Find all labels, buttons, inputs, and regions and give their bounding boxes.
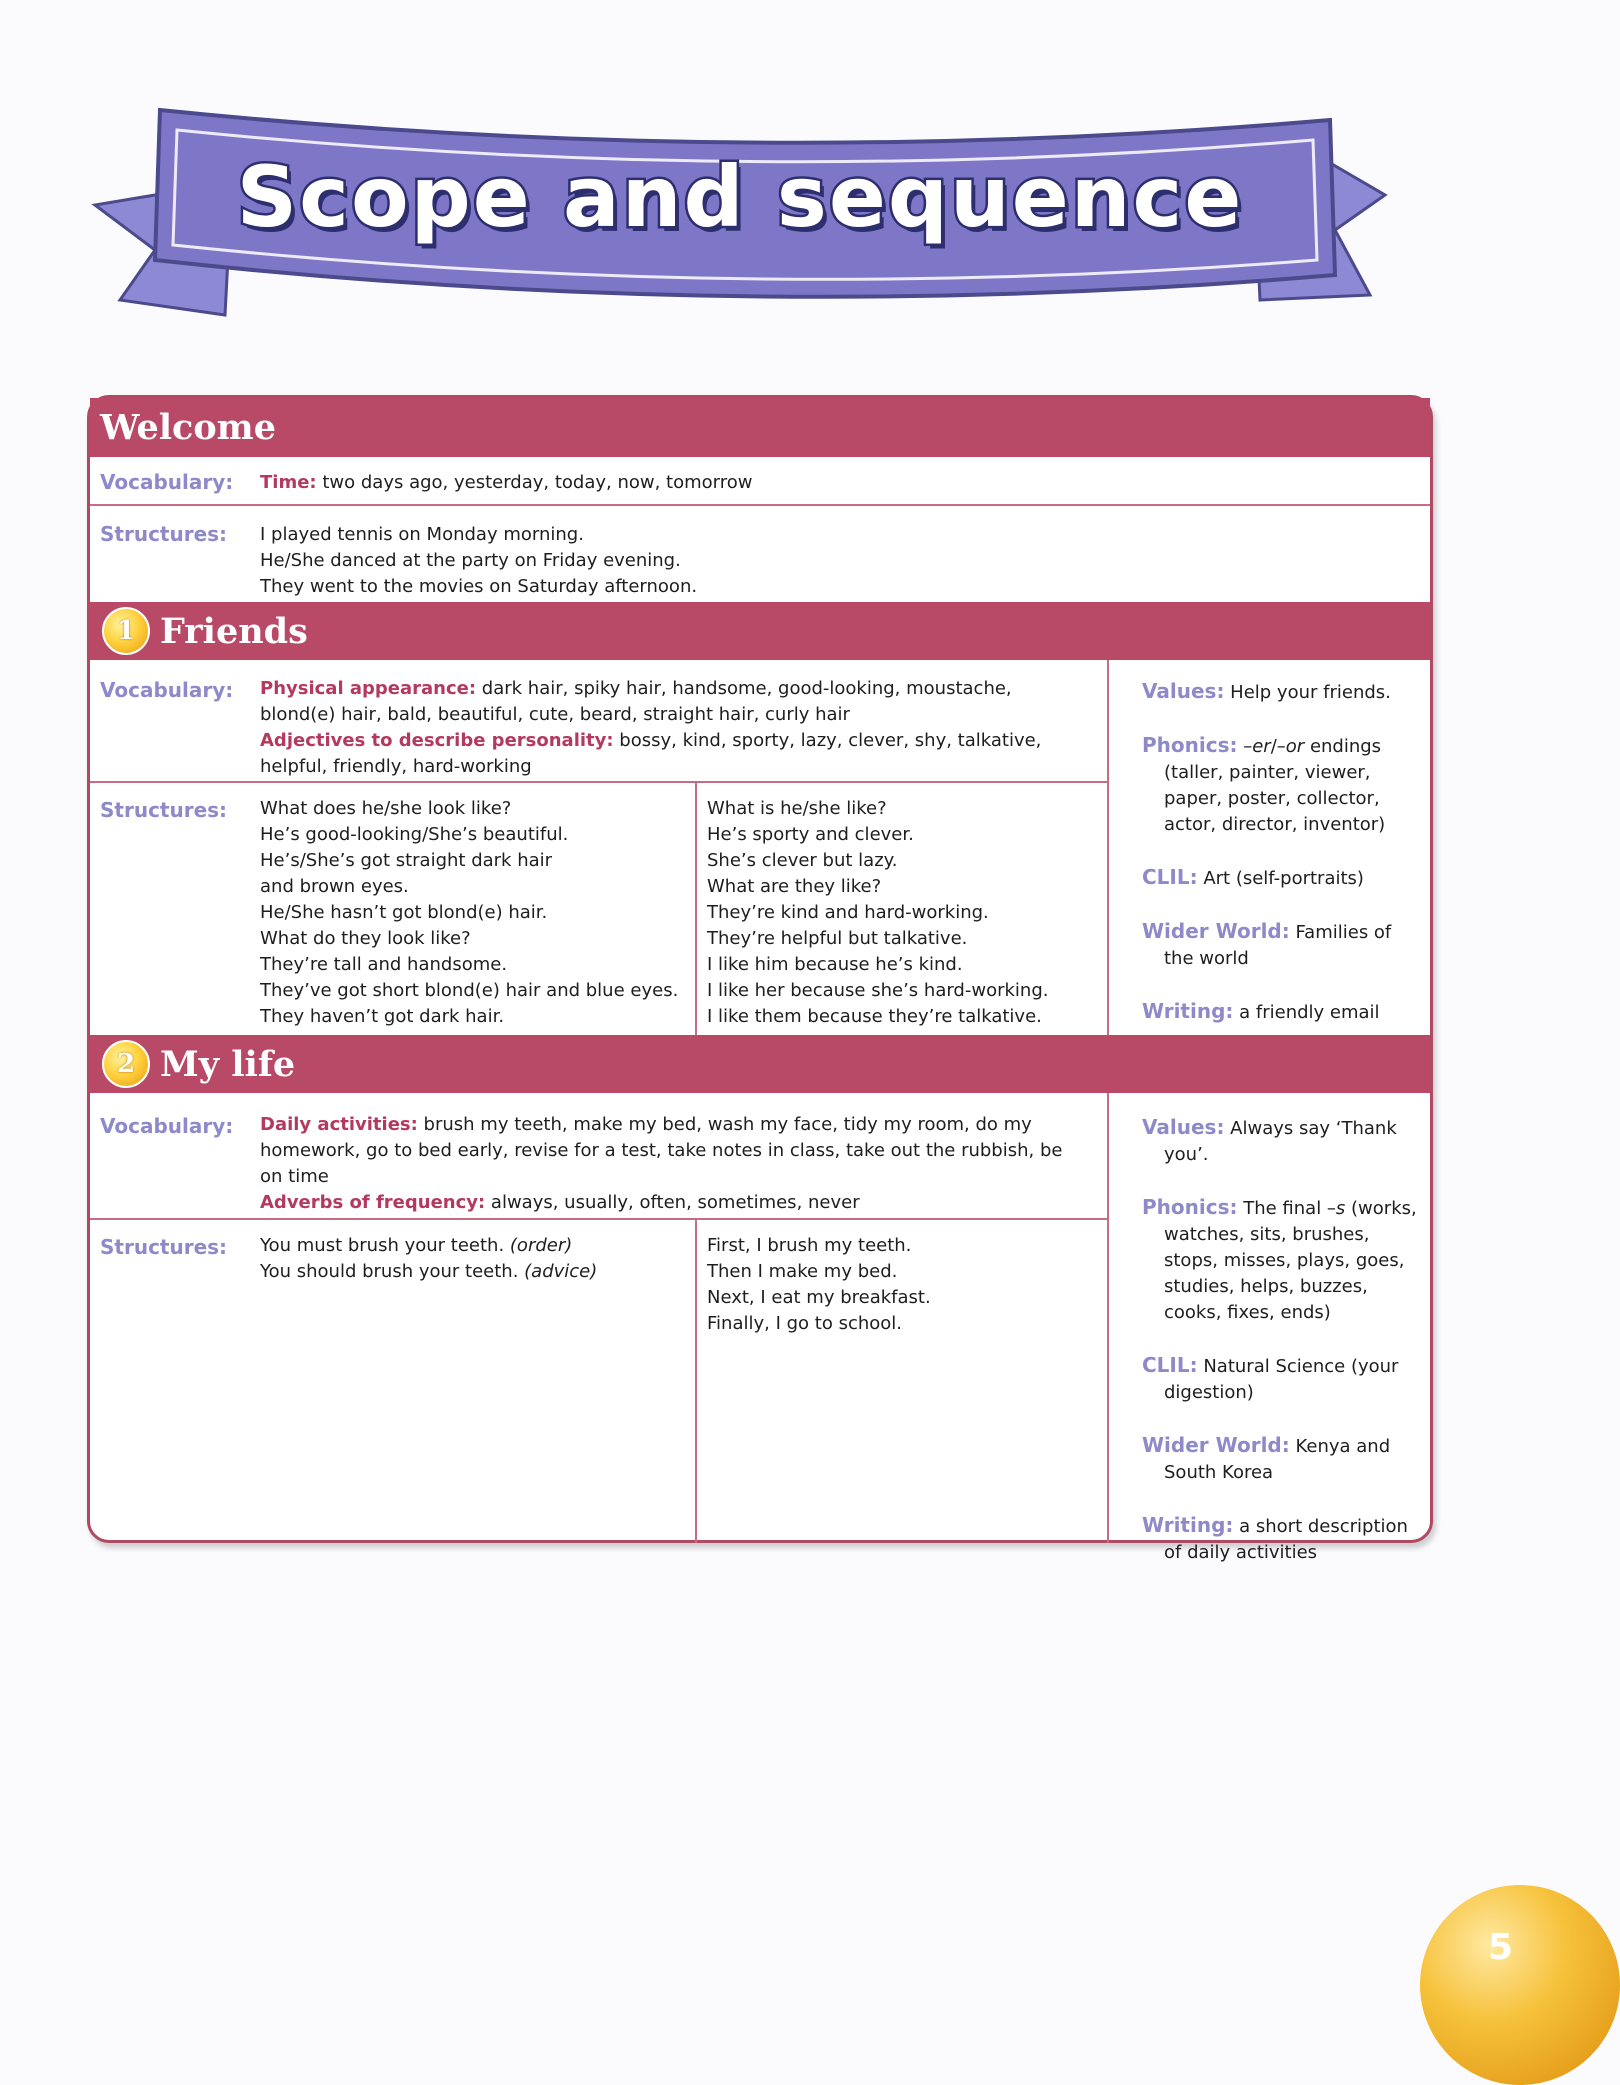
unit1-vocab-text1: dark hair, spiky hair, handsome, good-looking, moustache, blond(e) hair, bald, beautiful, cute, beard, straight hair, curly hair [260,678,1012,725]
divider [90,1218,1107,1220]
unit2-vocab-key2: Adverbs of frequency: [260,1192,486,1213]
unit1-structures-label: Structures: [100,798,228,822]
unit2-structures-left [260,1233,690,1285]
unit1-values: Values: Help your friends. [1142,679,1391,703]
structure-line: What are they like? [707,876,882,897]
unit2-vocabulary-label: Vocabulary: [100,1114,234,1138]
structure-line: What does he/she look like? [260,798,512,819]
welcome-structures-label: Structures: [100,522,228,546]
welcome-title: Welcome [100,407,276,448]
welcome-vocabulary [260,470,1140,496]
title-banner [95,100,1385,315]
page-number-badge [1420,1885,1620,2085]
divider [1107,1093,1109,1543]
divider [695,1218,697,1543]
unit2-vocab-text1: brush my teeth, make my bed, wash my face, tidy my room, do my homework, go to bed early, revise for a test, take notes in class, take out the rubbish, be on time [260,1114,1063,1187]
structure-line: What is he/she like? [707,798,887,819]
unit2-writing: Writing: a short description of daily activities [1142,1513,1408,1563]
divider [90,504,1430,506]
structure-line: He’s good-looking/She’s beautiful. [260,824,569,845]
unit2-clil: CLIL: Natural Science (your digestion) [1142,1353,1399,1403]
unit1-vocab-key1: Physical appearance: [260,678,477,699]
divider [90,781,1107,783]
banner-title: Scope and sequence [236,148,1244,246]
structure-line: I like them because they’re talkative. [707,1006,1042,1027]
unit1-title: Friends [160,610,308,652]
structure-line: He/She hasn’t got blond(e) hair. [260,902,548,923]
structure-line: They’re helpful but talkative. [707,928,968,949]
unit2-phonics: Phonics: The final –s (works, watches, sits, brushes, stops, misses, plays, goes, studies, helps, buzzes, cooks, fixes, ends) [1142,1195,1417,1323]
structure-line: He’s sporty and clever. [707,824,914,845]
welcome-vocab-key: Time: [260,472,317,493]
structure-line: They’re tall and handsome. [260,954,508,975]
structure-line: They haven’t got dark hair. [260,1006,505,1027]
structure-line: Finally, I go to school. [707,1313,902,1334]
structure-line: I like her because she’s hard-working. [707,980,1049,1001]
structure-line: Then I make my bed. [707,1261,898,1282]
unit1-wider-world: Wider World: Families of the world [1142,919,1392,969]
welcome-structures [260,522,1140,600]
divider [695,781,697,1035]
unit2-sidebar [1142,1114,1422,1592]
unit2-header [90,1035,1430,1093]
scope-sequence-table [87,395,1433,1563]
structure-line: I like him because he’s kind. [707,954,963,975]
welcome-vocabulary-label: Vocabulary: [100,470,234,494]
unit2-title: My life [160,1043,296,1085]
structure-line: First, I brush my teeth. [707,1235,912,1256]
structure-line: I played tennis on Monday morning. [260,524,584,545]
unit1-vocab-key2: Adjectives to describe personality: [260,730,614,751]
unit2-wider-world: Wider World: Kenya and South Korea [1142,1433,1391,1483]
structure-line: She’s clever but lazy. [707,850,898,871]
unit1-vocabulary [260,676,1090,780]
unit2-values: Values: Always say ‘Thank you’. [1142,1115,1397,1165]
unit1-sidebar [1142,678,1422,1052]
unit2-vocabulary [260,1112,1090,1216]
unit1-phonics: Phonics: –er/–or endings (taller, painter, viewer, paper, poster, collector, actor, director, inventor) [1142,733,1386,835]
structure-line: You should brush your teeth. (advice) [260,1261,598,1282]
unit1-vocabulary-label: Vocabulary: [100,678,234,702]
structure-line: They’ve got short blond(e) hair and blue eyes. [260,980,679,1001]
unit1-structures-right [707,796,1102,1030]
unit2-number-badge: 2 [102,1040,150,1088]
unit2-vocab-text2: always, usually, often, sometimes, never [485,1192,860,1213]
structure-line: They’re kind and hard-working. [707,902,989,923]
structure-line: He’s/She’s got straight dark hair [260,850,553,871]
structure-line: He/She danced at the party on Friday evening. [260,550,681,571]
page-number: 5 [1488,1927,1514,1968]
unit2-structures-label: Structures: [100,1235,228,1259]
welcome-vocab-text: two days ago, yesterday, today, now, tomorrow [316,472,753,493]
structure-line: They went to the movies on Saturday afternoon. [260,576,698,597]
structure-line: and brown eyes. [260,876,409,897]
unit1-number-badge: 1 [102,607,150,655]
unit1-vocab-text2: bossy, kind, sporty, lazy, clever, shy, talkative, helpful, friendly, hard-working [260,730,1042,777]
structure-line: Next, I eat my breakfast. [707,1287,931,1308]
structure-line: You must brush your teeth. (order) [260,1235,573,1256]
unit2-structures-right [707,1233,1102,1337]
unit1-structures-left [260,796,690,1030]
unit1-clil: CLIL: Art (self-portraits) [1142,865,1364,889]
structure-line: What do they look like? [260,928,471,949]
unit1-header [90,602,1430,660]
divider [1107,660,1109,1035]
welcome-header [90,398,1430,457]
unit2-vocab-key1: Daily activities: [260,1114,418,1135]
unit1-writing: Writing: a friendly email [1142,999,1380,1023]
